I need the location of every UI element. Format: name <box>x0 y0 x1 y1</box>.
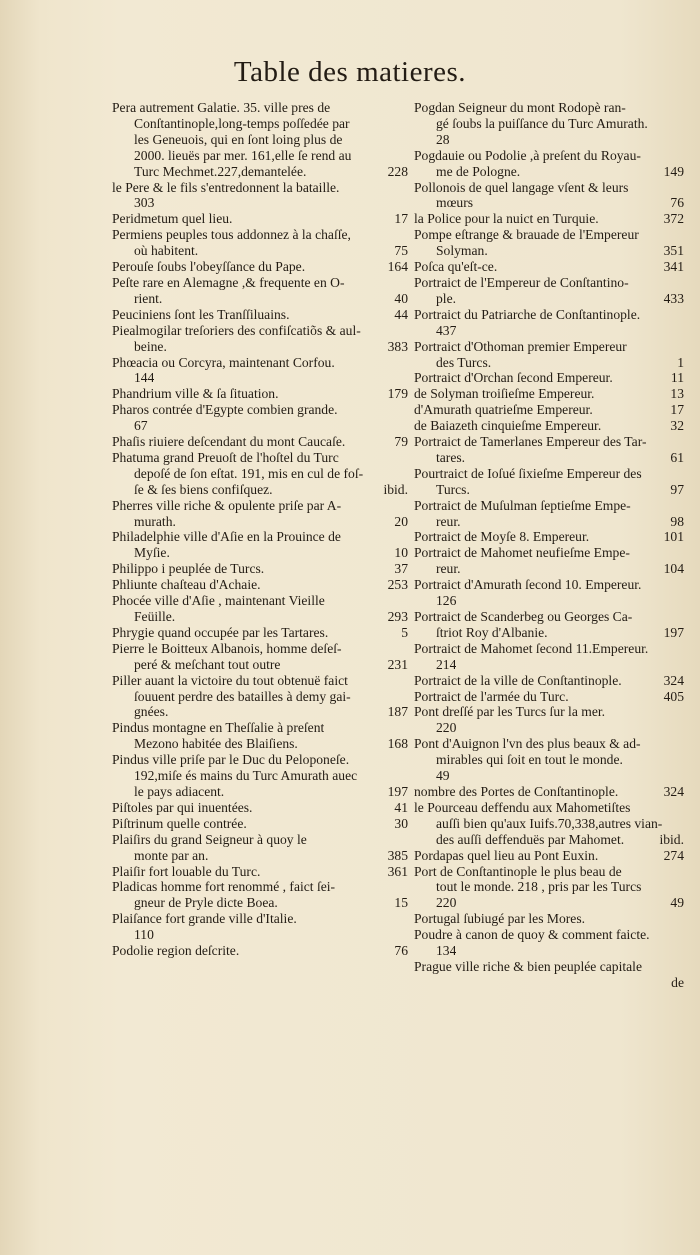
page-reference: 30 <box>394 815 408 831</box>
entry-text: Pont dreſſé par les Turcs ſur la mer. <box>414 704 606 720</box>
index-entry <box>414 784 684 800</box>
page-reference: 1 <box>677 354 684 370</box>
entry-text: Phœacia ou Corcyra, maintenant Corfou. <box>112 354 335 370</box>
index-entry <box>112 259 408 275</box>
entry-text: Pindus ville priſe par le Duc du Peloponeſe. <box>112 752 350 768</box>
index-entry <box>414 704 684 736</box>
index-entry <box>112 386 408 402</box>
index-entry <box>414 100 684 148</box>
index-entry <box>112 307 408 323</box>
index-entry <box>112 211 408 227</box>
index-entry <box>112 720 408 752</box>
index-entry <box>112 498 408 530</box>
entry-text: de Baiazeth cinquieſme Empereur. <box>414 418 602 434</box>
page-reference: 37 <box>394 561 408 577</box>
index-entry <box>414 959 684 991</box>
index-entry <box>414 370 684 386</box>
index-entry <box>414 864 684 912</box>
entry-text: Myſie. <box>134 545 170 561</box>
entry-text: 437 <box>436 322 457 338</box>
entry-text: où habitent. <box>134 243 199 259</box>
entry-text: Peuciniens ſont les Tranſſiluains. <box>112 306 290 322</box>
entry-text: Portraict du Patriarche de Conſtantinople. <box>414 306 641 322</box>
entry-text: Pompe eſtrange & brauade de l'Empereur <box>414 227 639 243</box>
entry-text: tout le monde. 218 , pris par les Turcs <box>436 879 642 895</box>
index-entry <box>414 148 684 180</box>
index-entry <box>414 545 684 577</box>
entry-text: Peridmetum quel lieu. <box>112 211 233 227</box>
entry-text: gnées. <box>134 704 169 720</box>
entry-text: Portraict de Muſulman ſeptieſme Empe- <box>414 497 631 513</box>
page-reference: 5 <box>401 624 408 640</box>
entry-text: 28 <box>436 131 450 147</box>
entry-text: 214 <box>436 656 457 672</box>
entry-text: Poudre à canon de quoy & comment faicte. <box>414 927 650 943</box>
entry-text: Conſtantinople,long-temps poſſedée par <box>134 115 350 131</box>
entry-text: 303 <box>134 195 155 211</box>
entry-text: Pladicas homme fort renommé , faict ſei- <box>112 879 336 895</box>
entry-text: Pharos contrée d'Egypte combien grande. <box>112 402 338 418</box>
index-entry <box>414 386 684 402</box>
page-reference: 351 <box>663 243 684 259</box>
index-entry <box>414 736 684 784</box>
entry-text: beine. <box>134 338 167 354</box>
entry-text: Pogdan Seigneur du mont Rodopè ran- <box>414 100 626 115</box>
index-entry <box>112 593 408 625</box>
entry-text: Podolie region deſcrite. <box>112 943 240 959</box>
entry-text: Perouſe ſoubs l'obeyſſance du Pape. <box>112 259 306 275</box>
page-reference: 76 <box>670 195 684 211</box>
page-reference: 79 <box>394 434 408 450</box>
index-entry <box>414 641 684 673</box>
entry-text: des auſſi deffenduës par Mahomet. <box>436 831 625 847</box>
entry-text: ſe & ſes biens confiſquez. <box>134 481 273 497</box>
page-reference: 433 <box>663 290 684 306</box>
page-reference: 97 <box>670 481 684 497</box>
page-reference: 164 <box>387 259 408 275</box>
entry-text: 67 <box>134 418 148 434</box>
index-entry <box>414 800 684 848</box>
page-reference: 10 <box>394 545 408 561</box>
page-reference: 253 <box>387 577 408 593</box>
index-entry <box>414 180 684 212</box>
page-title: Table des matieres. <box>233 56 467 88</box>
entry-text: Prague ville riche & bien peuplée capitale <box>414 958 642 974</box>
entry-text: Poſca qu'eſt-ce. <box>414 259 498 275</box>
index-entry <box>112 100 408 180</box>
entry-text: 49 <box>436 768 450 784</box>
index-entry <box>414 529 684 545</box>
entry-text: ple. <box>436 290 457 306</box>
entry-text: reur. <box>436 561 461 577</box>
entry-text: Portugal ſubiugé par les Mores. <box>414 911 586 927</box>
index-entry <box>414 577 684 609</box>
index-entry <box>112 943 408 959</box>
entry-text: d'Amurath quatrieſme Empereur. <box>414 402 593 418</box>
entry-text: murath. <box>134 513 176 529</box>
entry-text: depoſé de ſon eſtat. 191, mis en cul de foſ- <box>134 465 364 481</box>
index-entry <box>112 450 408 498</box>
index-entry <box>414 307 684 339</box>
index-column-left <box>112 100 408 959</box>
entry-text: la Police pour la nuict en Turquie. <box>414 211 599 227</box>
index-entry <box>414 402 684 418</box>
page-reference: 197 <box>663 624 684 640</box>
page-reference: 75 <box>394 243 408 259</box>
index-entry <box>112 355 408 387</box>
entry-text: Piſtoles par qui inuentées. <box>112 799 253 815</box>
entry-text: gé ſoubs la puiſſance du Turc Amurath. <box>436 115 648 131</box>
entry-text: Permiens peuples tous addonnez à la chaſſe, <box>112 227 351 243</box>
entry-text: le Pere & le fils s'entredonnent la bataille. <box>112 179 340 195</box>
entry-text: Pourtraict de Ioſué ſixieſme Empereur des <box>414 465 642 481</box>
page-reference: ibid. <box>383 481 408 497</box>
index-entry <box>414 498 684 530</box>
entry-text: 220 <box>436 895 457 911</box>
page-reference: 405 <box>663 688 684 704</box>
entry-text: Pierre le Boitteux Albanois, homme deſeſ- <box>112 640 342 656</box>
page-reference: 293 <box>387 609 408 624</box>
entry-text: Peſte rare en Alemagne ,& frequente en O- <box>112 274 345 290</box>
entry-text: Phocée ville d'Aſie , maintenant Vieille <box>112 593 325 609</box>
entry-text: Portraict de l'Empereur de Conſtantino- <box>414 274 629 290</box>
entry-text: peré & meſchant tout outre <box>134 656 281 672</box>
index-entry <box>414 339 684 371</box>
index-entry <box>414 927 684 959</box>
page-reference: 41 <box>394 799 408 815</box>
page-reference: 32 <box>670 418 684 434</box>
entry-text: Portraict d'Othoman premier Empereur <box>414 338 627 354</box>
entry-text: rient. <box>134 290 163 306</box>
page-reference: 385 <box>387 847 408 863</box>
entry-text: 126 <box>436 593 457 609</box>
entry-text: Portraict de Tamerlanes Empereur des Tar- <box>414 434 647 450</box>
entry-text: les Geneuois, qui en ſont loing plus de <box>134 131 343 147</box>
index-entry <box>112 625 408 641</box>
entry-text: Pordapas quel lieu au Pont Euxin. <box>414 847 599 863</box>
index-entry <box>112 577 408 593</box>
page-reference: 40 <box>394 290 408 306</box>
entry-text: Portraict de Moyſe 8. Empereur. <box>414 529 590 545</box>
page-reference: 383 <box>387 338 408 354</box>
index-entry <box>414 911 684 927</box>
index-entry <box>112 180 408 212</box>
page-reference: 49 <box>670 895 684 911</box>
index-entry <box>414 418 684 434</box>
index-entry <box>112 752 408 800</box>
index-entry <box>414 434 684 466</box>
index-entry <box>112 864 408 880</box>
page-reference: 361 <box>387 863 408 879</box>
page-reference: 44 <box>394 306 408 322</box>
entry-text: mœurs <box>436 195 474 211</box>
index-entry <box>414 689 684 705</box>
entry-text: Plaiſance fort grande ville d'Italie. <box>112 911 297 927</box>
entry-text: Portraict de Mahomet neufieſme Empe- <box>414 545 630 561</box>
entry-text: Pera autrement Galatie. 35. ville pres de <box>112 100 331 115</box>
entry-text: 144 <box>134 370 155 386</box>
index-entry <box>414 227 684 259</box>
entry-text: Phaſis riuiere deſcendant du mont Caucaſe. <box>112 434 346 450</box>
index-entry <box>112 673 408 721</box>
page-reference: de <box>671 974 684 990</box>
index-entry <box>414 609 684 641</box>
entry-text: Pont d'Auignon l'vn des plus beaux & ad- <box>414 736 641 752</box>
entry-text: Portraict de la ville de Conſtantinople. <box>414 672 622 688</box>
entry-text: Piſtrinum quelle contrée. <box>112 815 247 831</box>
entry-text: Portraict d'Amurath ſecond 10. Empereur. <box>414 577 642 593</box>
entry-text: Turc Mechmet.227,demantelée. <box>134 163 307 179</box>
entry-text: me de Pologne. <box>436 163 521 179</box>
index-entry <box>112 275 408 307</box>
page-reference: 17 <box>670 402 684 418</box>
entry-text: Portraict de Scanderbeg ou Georges Ca- <box>414 609 633 624</box>
entry-text: 110 <box>134 927 154 943</box>
entry-text: reur. <box>436 513 461 529</box>
page-reference: 98 <box>670 513 684 529</box>
entry-text: le Pourceau deffendu aux Mahometiſtes <box>414 799 631 815</box>
page-reference: 341 <box>663 259 684 275</box>
page-reference: 101 <box>663 529 684 545</box>
page-reference: 324 <box>663 672 684 688</box>
index-entry <box>112 323 408 355</box>
page-reference: 17 <box>394 211 408 227</box>
page-reference: 168 <box>387 736 408 752</box>
page-reference: 231 <box>387 656 408 672</box>
entry-text: Phatuma grand Preuoſt de l'hoſtel du Turc <box>112 449 339 465</box>
index-entry <box>414 275 684 307</box>
entry-text: 134 <box>436 943 457 959</box>
entry-text: Portraict d'Orchan ſecond Empereur. <box>414 370 613 386</box>
entry-text: 220 <box>436 720 457 736</box>
page-reference: 76 <box>394 943 408 959</box>
page-reference: 324 <box>663 783 684 799</box>
index-entry <box>112 561 408 577</box>
entry-text: tares. <box>436 449 466 465</box>
entry-text: Portraict de Mahomet ſecond 11.Empereur. <box>414 640 649 656</box>
index-entry <box>112 911 408 943</box>
entry-text: Piealmogilar treſoriers des confiſcatiõs & aul- <box>112 322 361 338</box>
entry-text: Plaiſirs du grand Seigneur à quoy le <box>112 831 307 847</box>
entry-text: gneur de Pryle dicte Boea. <box>134 895 278 911</box>
page-reference: 104 <box>663 561 684 577</box>
index-entry <box>112 832 408 864</box>
index-entry <box>112 529 408 561</box>
page-reference: 61 <box>670 449 684 465</box>
entry-text: mirables qui ſoit en tout le monde. <box>436 752 623 768</box>
entry-text: Solyman. <box>436 243 488 259</box>
page-reference: 228 <box>387 163 408 179</box>
page-reference: 197 <box>387 783 408 799</box>
index-entry <box>112 800 408 816</box>
index-entry <box>414 211 684 227</box>
page-reference: 187 <box>387 704 408 720</box>
page-reference: 274 <box>663 847 684 863</box>
entry-text: le pays adiacent. <box>134 783 225 799</box>
entry-text: Phandrium ville & ſa ſituation. <box>112 386 279 402</box>
page-reference: ibid. <box>659 831 684 847</box>
entry-text: auſſi bien qu'aux Iuifs.70,338,autres vian- <box>436 815 663 831</box>
page-reference: 179 <box>387 386 408 402</box>
entry-text: ſtriot Roy d'Albanie. <box>436 624 548 640</box>
index-entry <box>112 641 408 673</box>
entry-text: Phrygie quand occupée par les Tartares. <box>112 624 329 640</box>
page-reference: 11 <box>670 370 684 386</box>
page-reference: 20 <box>394 513 408 529</box>
entry-text: Turcs. <box>436 481 470 497</box>
entry-text: Pherres ville riche & opulente priſe par A- <box>112 497 342 513</box>
entry-text: Pollonois de quel langage vſent & leurs <box>414 179 629 195</box>
entry-text: nombre des Portes de Conſtantinople. <box>414 783 619 799</box>
entry-text: monte par an. <box>134 847 209 863</box>
index-entry <box>414 848 684 864</box>
index-entry <box>112 227 408 259</box>
entry-text: des Turcs. <box>436 354 492 370</box>
entry-text: Port de Conſtantinople le plus beau de <box>414 863 622 879</box>
entry-text: Pogdauie ou Podolie ,à preſent du Royau- <box>414 147 641 163</box>
index-entry <box>414 466 684 498</box>
entry-text: Philippo i peuplée de Turcs. <box>112 561 265 577</box>
page-reference: 149 <box>663 163 684 179</box>
entry-text: 192,miſe és mains du Turc Amurath auec <box>134 768 358 784</box>
entry-text: Piller auant la victoire du tout obtenuë faict <box>112 672 348 688</box>
entry-text: Portraict de l'armée du Turc. <box>414 688 569 704</box>
entry-text: Mezono habitée des Blaiſiens. <box>134 736 298 752</box>
entry-text: Feüille. <box>134 609 176 624</box>
index-entry <box>112 402 408 434</box>
index-entry <box>112 434 408 450</box>
index-entry <box>112 879 408 911</box>
entry-text: Pindus montagne en Theſſalie à preſent <box>112 720 325 736</box>
entry-text: Phliunte chaſteau d'Achaie. <box>112 577 261 593</box>
page-reference: 13 <box>670 386 684 402</box>
index-entry <box>414 259 684 275</box>
entry-text: de Solyman troiſieſme Empereur. <box>414 386 595 402</box>
index-entry <box>112 816 408 832</box>
index-entry <box>414 673 684 689</box>
page-reference: 15 <box>394 895 408 911</box>
entry-text: Philadelphie ville d'Aſie en la Prouince de <box>112 529 341 545</box>
entry-text: Plaiſir fort louable du Turc. <box>112 863 261 879</box>
entry-text: 2000. lieuës par mer. 161,elle ſe rend au <box>134 147 352 163</box>
entry-text: ſouuent perdre des batailles à demy gai- <box>134 688 351 704</box>
index-column-right <box>414 100 684 991</box>
page-reference: 372 <box>663 211 684 227</box>
